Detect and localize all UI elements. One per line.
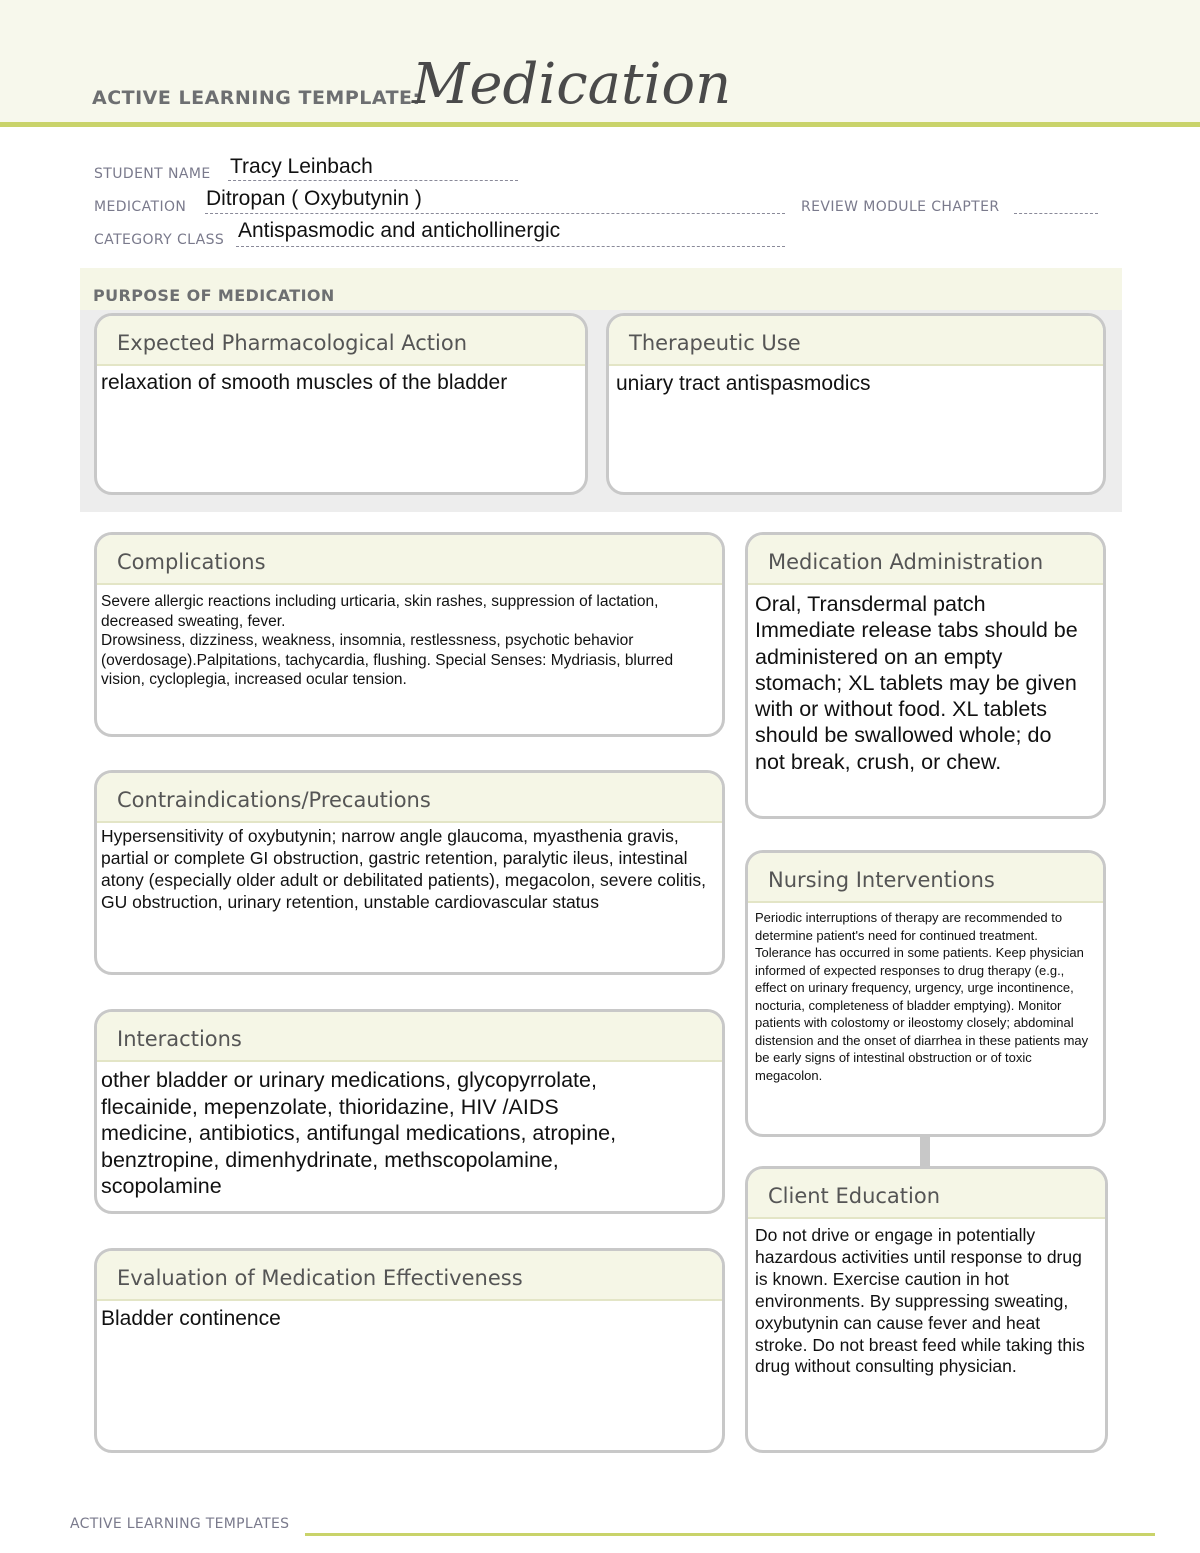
page-title: Medication bbox=[412, 52, 732, 117]
medication-value[interactable]: Ditropan ( Oxybutynin ) bbox=[206, 187, 422, 210]
evaluation-heading: Evaluation of Medication Effectiveness bbox=[97, 1251, 722, 1301]
footer-label: ACTIVE LEARNING TEMPLATES bbox=[70, 1516, 290, 1532]
interactions-text[interactable]: other bladder or urinary medications, glycopyrrolate, flecainide, mepenzolate, thioridazine, HIV /AIDS medicine, antibiotics, antifungal medications, atropine, benztropine, dimenhydrinate, methscopolamine, scopolamine bbox=[101, 1068, 617, 1198]
client-education-heading: Client Education bbox=[748, 1169, 1105, 1219]
purpose-title: PURPOSE OF MEDICATION bbox=[93, 286, 335, 305]
client-education-text[interactable]: Do not drive or engage in potentially hazardous activities until response to drug is known. Exercise caution in hot environments. By suppressing sweating, oxybutynin can cause fever and heat stroke. Do not breast feed while taking this drug without consulting physician. bbox=[755, 1225, 1085, 1377]
expected-action-card bbox=[94, 313, 588, 495]
review-module-label: REVIEW MODULE CHAPTER bbox=[801, 199, 1000, 215]
expected-action-text[interactable]: relaxation of smooth muscles of the bladder bbox=[101, 371, 508, 394]
complications-heading: Complications bbox=[97, 535, 722, 585]
section-connector bbox=[920, 1135, 930, 1167]
complications-card bbox=[94, 532, 725, 737]
therapeutic-use-card bbox=[606, 313, 1106, 495]
footer-rule bbox=[305, 1533, 1155, 1536]
complications-text[interactable]: Severe allergic reactions including urticaria, skin rashes, suppression of lactation, decreased sweating, fever. Drowsiness, dizziness, weakness, insomnia, restlessness, psychotic behavior (overdosage).Palpitations, tachycardia, flushing. Special Senses: Mydriasis, blurred vision, cycloplegia, increased ocular tension. bbox=[101, 593, 674, 689]
medication-label: MEDICATION bbox=[94, 199, 187, 215]
category-class-label: CATEGORY CLASS bbox=[94, 232, 225, 248]
header-rule bbox=[0, 122, 1200, 127]
interactions-heading: Interactions bbox=[97, 1012, 722, 1062]
administration-text[interactable]: Oral, Transdermal patch Immediate release tabs should be administered on an empty stomach; XL tablets may be given with or without food. XL tablets should be swallowed whole; do not break, crush, or chew. bbox=[755, 592, 1078, 774]
therapeutic-use-heading: Therapeutic Use bbox=[609, 316, 1103, 366]
interactions-card bbox=[94, 1009, 725, 1214]
evaluation-card bbox=[94, 1248, 725, 1453]
medication-line bbox=[205, 213, 785, 214]
evaluation-text[interactable]: Bladder continence bbox=[101, 1307, 281, 1330]
student-name-label: STUDENT NAME bbox=[94, 166, 211, 182]
student-name-line bbox=[228, 180, 518, 181]
client-education-card bbox=[745, 1166, 1108, 1453]
expected-action-heading: Expected Pharmacological Action bbox=[97, 316, 585, 366]
contraindications-text[interactable]: Hypersensitivity of oxybutynin; narrow angle glaucoma, myasthenia gravis, partial or complete GI obstruction, gastric retention, paralytic ileus, intestinal atony (especially older adult or debilitated patients), megacolon, severe colitis, GU obstruction, urinary retention, unstable cardiovascular status bbox=[101, 826, 707, 912]
category-class-line bbox=[236, 246, 785, 247]
category-class-value[interactable]: Antispasmodic and antichollinergic bbox=[238, 219, 561, 242]
template-label: ACTIVE LEARNING TEMPLATE: bbox=[92, 87, 421, 109]
contraindications-heading: Contraindications/Precautions bbox=[97, 773, 722, 823]
nursing-interventions-text[interactable]: Periodic interruptions of therapy are recommended to determine patient's need for continued treatment. Tolerance has occurred in some patients. Keep physician informed of expected responses to drug therapy (e.g., effect on urinary frequency, urgency, urge incontinence, nocturia, completeness of bladder emptying). Monitor patients with colostomy or ileostomy closely; abdominal distension and the onset of diarrhea in these patients may be early signs of intestinal obstruction or of toxic megacolon. bbox=[755, 910, 1089, 1083]
nursing-interventions-card bbox=[745, 850, 1106, 1137]
review-module-line[interactable] bbox=[1014, 213, 1098, 214]
student-name-value[interactable]: Tracy Leinbach bbox=[230, 155, 373, 178]
nursing-interventions-heading: Nursing Interventions bbox=[748, 853, 1103, 903]
therapeutic-use-text[interactable]: uniary tract antispasmodics bbox=[616, 372, 871, 395]
administration-card bbox=[745, 532, 1106, 819]
administration-heading: Medication Administration bbox=[748, 535, 1103, 585]
contraindications-card bbox=[94, 770, 725, 975]
